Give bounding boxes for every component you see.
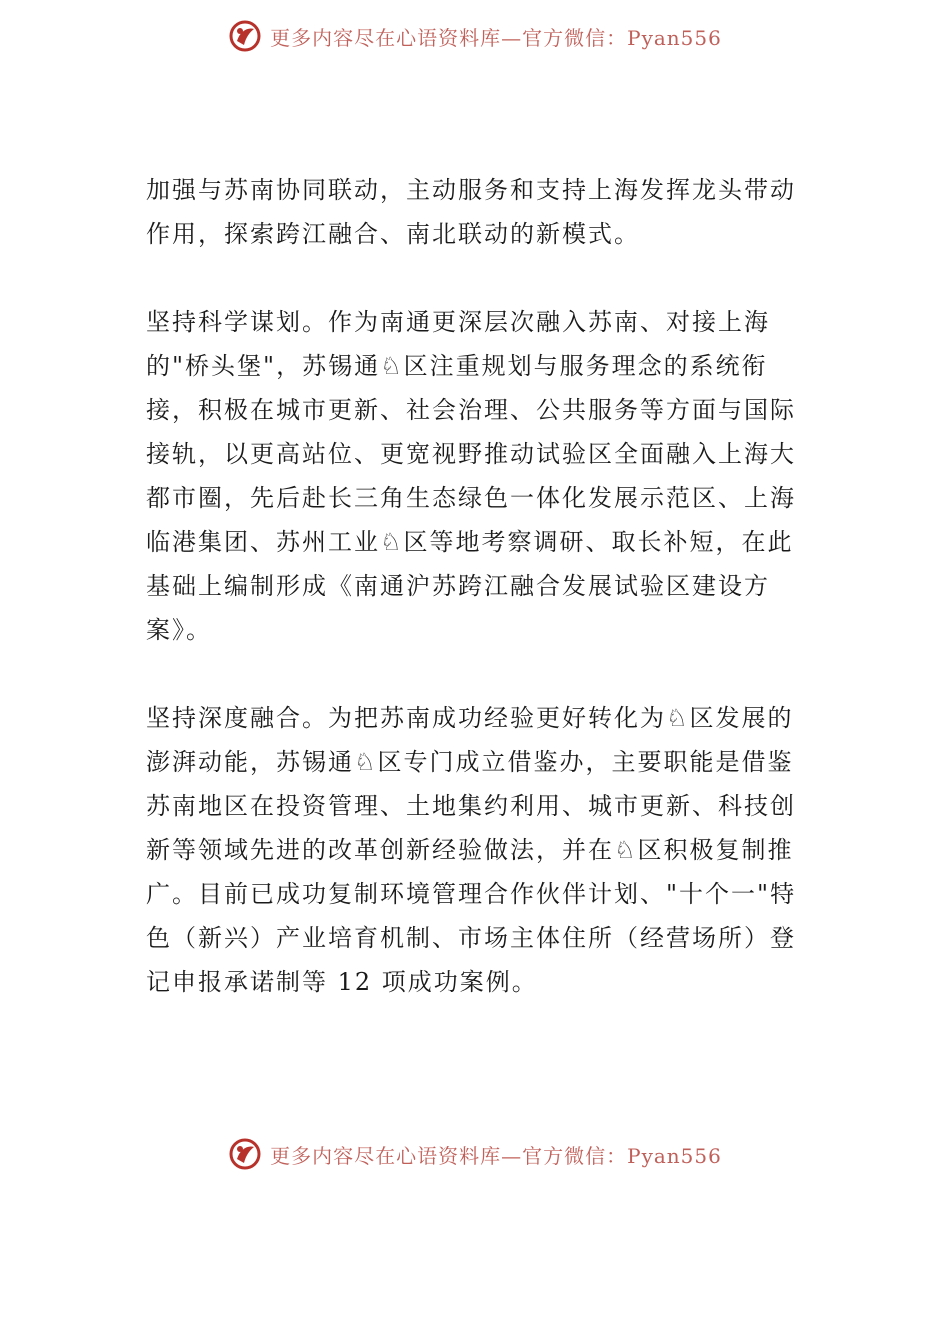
paragraph-2: 坚持科学谋划。作为南通更深层次融入苏南、对接上海的"桥头堡"，苏锡通♘区注重规划与服务理念的系统衔接，积极在城市更新、社会治理、公共服务等方面与国际接轨，以更高站位、更宽视野推动试验区全面融入上海大都市圈，先后赴长三角生态绿色一体化发展示范区、上海临港集团、苏州工业♘区等地考察调研、取长补短，在此基础上编制形成《南通沪苏跨江融合发展试验区建设方案》。 bbox=[146, 308, 796, 644]
red-seal-logo-icon bbox=[228, 19, 262, 53]
document-body bbox=[146, 168, 816, 1048]
paragraph-3: 坚持深度融合。为把苏南成功经验更好转化为♘区发展的澎湃动能，苏锡通♘区专门成立借鉴办，主要职能是借鉴苏南地区在投资管理、土地集约利用、城市更新、科技创新等领域先进的改革创新经验做法，并在♘区积极复制推广。目前已成功复制环境管理合作伙伴计划、"十个一"特色（新兴）产业培育机制、市场主体住所（经营场所）登记申报承诺制等 12 项成功案例。 bbox=[146, 704, 797, 996]
footer-banner bbox=[0, 1134, 950, 1174]
paragraph-1: 加强与苏南协同联动，主动服务和支持上海发挥龙头带动作用，探索跨江融合、南北联动的新模式。 bbox=[146, 176, 796, 248]
red-seal-logo-icon bbox=[228, 1137, 262, 1171]
footer-banner-text: 更多内容尽在心语资料库—官方微信：Pyan556 bbox=[270, 1143, 722, 1168]
header-banner-text: 更多内容尽在心语资料库—官方微信：Pyan556 bbox=[270, 25, 722, 50]
header-banner bbox=[0, 16, 950, 56]
